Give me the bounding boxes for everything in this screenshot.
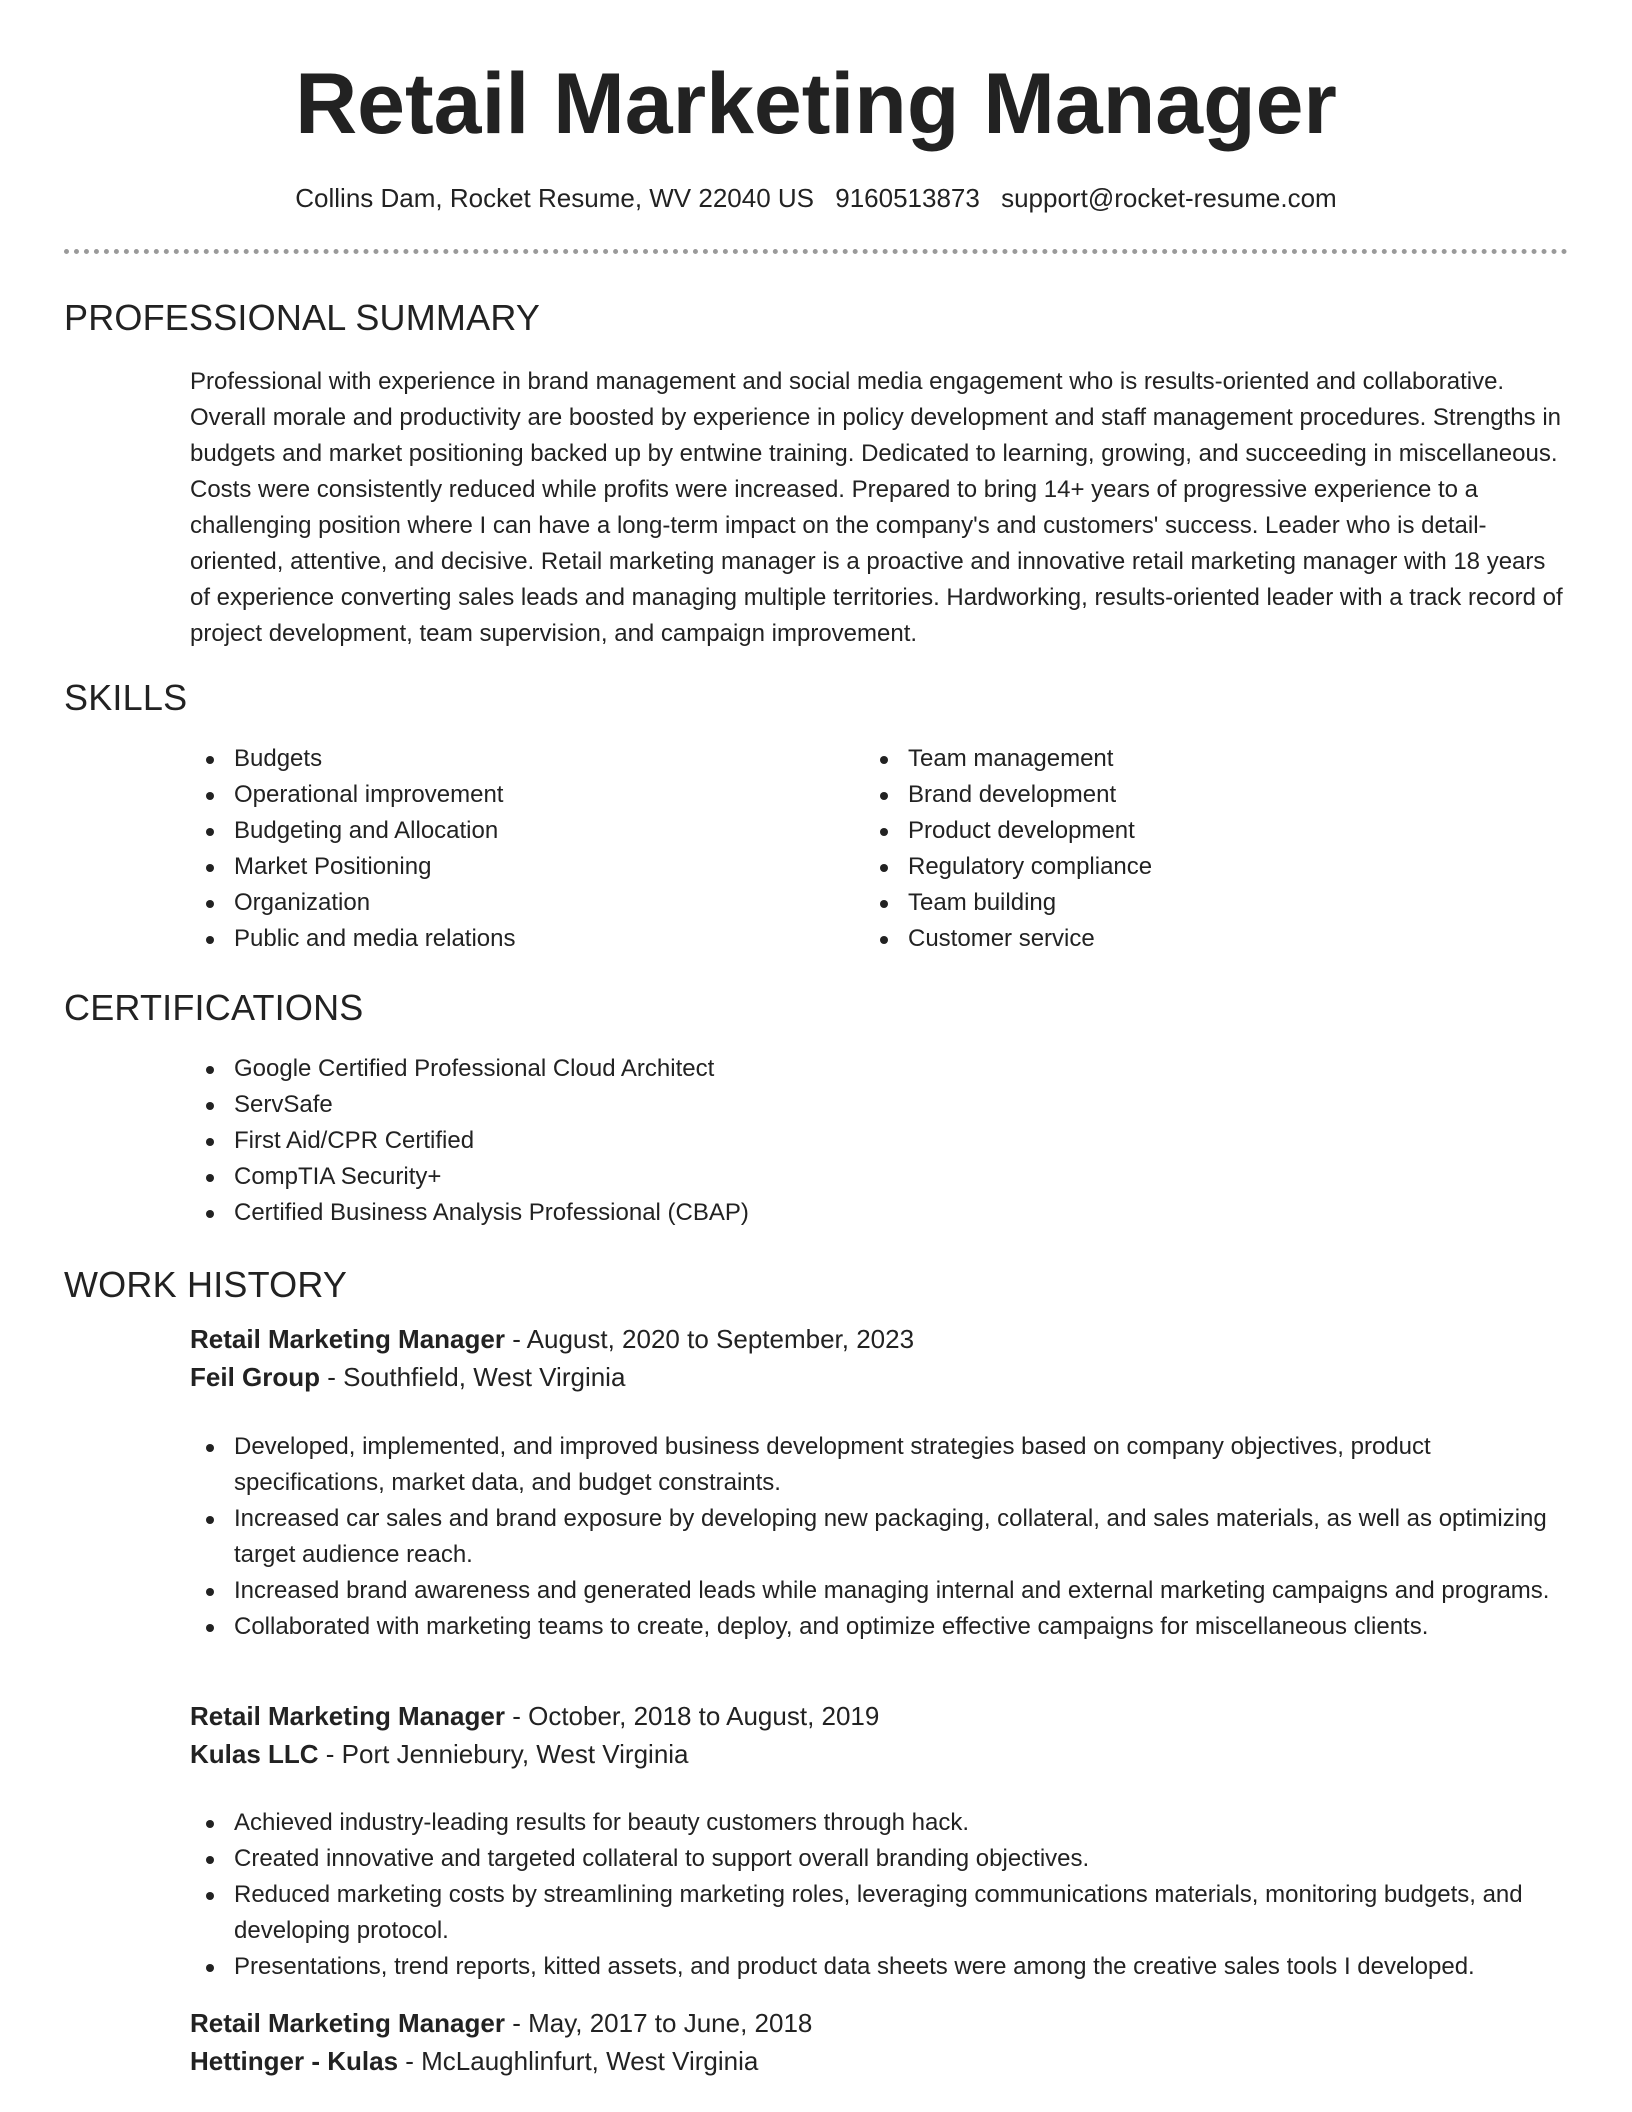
job-company-line — [190, 1358, 1570, 1396]
job-dates: - May, 2017 to June, 2018 — [504, 2008, 813, 2038]
certifications-list — [190, 1051, 1570, 1231]
job-bullet: Collaborated with marketing teams to create, deploy, and optimize effective campaigns for miscellaneous clients. — [190, 1609, 1570, 1645]
skill-item: Team management — [864, 741, 1504, 777]
job-location: - McLaughlinfurt, West Virginia — [398, 2046, 759, 2076]
job-company: Hettinger - Kulas — [190, 2046, 399, 2076]
job-company: Feil Group — [190, 1362, 320, 1392]
skill-item: Budgets — [190, 741, 830, 777]
skill-item: Customer service — [864, 921, 1504, 957]
skills-list-left — [190, 741, 830, 957]
skill-item: Regulatory compliance — [864, 849, 1504, 885]
skill-item: Product development — [864, 813, 1504, 849]
skill-item: Brand development — [864, 777, 1504, 813]
resume-title: Retail Marketing Manager — [295, 56, 1337, 152]
job-title-line — [190, 1320, 1570, 1358]
certifications-heading: CERTIFICATIONS — [64, 987, 364, 1028]
job-bullet: Increased car sales and brand exposure by developing new packaging, collateral, and sales materials, as well as optimizing target audience reach. — [190, 1501, 1570, 1573]
job-bullets — [190, 1429, 1570, 1645]
certification-item: ServSafe — [190, 1087, 1570, 1123]
job-location: - Southfield, West Virginia — [320, 1362, 626, 1392]
skill-item: Team building — [864, 885, 1504, 921]
skills-list-right — [864, 741, 1504, 957]
contact-address: Collins Dam, Rocket Resume, WV 22040 US — [295, 183, 815, 213]
summary-text: Professional with experience in brand management and social media engagement who is results-oriented and collaborative. Overall morale and productivity are boosted by experience in policy development and staff management procedures. Strengths in budgets and market positioning backed up by entwine training. Dedicated to learning, growing, and succeeding in miscellaneous. Costs were consistently reduced while profits were increased. Prepared to bring 14+ years of progressive experience to a challenging position where I can have a long-term impact on the company's and customers' success. Leader who is detail-oriented, attentive, and decisive. Retail marketing manager is a proactive and innovative retail marketing manager with 18 years of experience converting sales leads and managing multiple territories. Hardworking, results-oriented leader with a track record of project development, team supervision, and campaign improvement. — [190, 368, 1563, 647]
job-bullet: Achieved industry-leading results for beauty customers through hack. — [190, 1805, 1570, 1841]
summary-heading: PROFESSIONAL SUMMARY — [64, 297, 541, 338]
certification-item: Google Certified Professional Cloud Architect — [190, 1051, 1570, 1087]
certification-item: Certified Business Analysis Professional (CBAP) — [190, 1195, 1570, 1231]
skill-item: Operational improvement — [190, 777, 830, 813]
header-divider — [64, 249, 1568, 254]
skill-item: Budgeting and Allocation — [190, 813, 830, 849]
job-bullet: Created innovative and targeted collateral to support overall branding objectives. — [190, 1841, 1570, 1877]
job-company: Kulas LLC — [190, 1739, 319, 1769]
contact-line — [64, 180, 1568, 216]
job-location: - Port Jenniebury, West Virginia — [318, 1739, 689, 1769]
job-title: Retail Marketing Manager — [190, 2008, 505, 2038]
skill-item: Market Positioning — [190, 849, 830, 885]
skill-item: Public and media relations — [190, 921, 830, 957]
job-bullet: Developed, implemented, and improved business development strategies based on company objectives, product specifications, market data, and budget constraints. — [190, 1429, 1570, 1501]
job-title: Retail Marketing Manager — [190, 1701, 505, 1731]
certification-item: CompTIA Security+ — [190, 1159, 1570, 1195]
job-title: Retail Marketing Manager — [190, 1324, 505, 1354]
job-bullet: Presentations, trend reports, kitted assets, and product data sheets were among the creative sales tools I developed. — [190, 1949, 1570, 1985]
job-title-line — [190, 2004, 1570, 2042]
contact-phone: 9160513873 — [835, 183, 980, 213]
job-bullet: Increased brand awareness and generated leads while managing internal and external marketing campaigns and programs. — [190, 1573, 1570, 1609]
job-dates: - August, 2020 to September, 2023 — [504, 1324, 915, 1354]
job-bullets — [190, 1805, 1570, 1985]
job-bullet: Reduced marketing costs by streamlining marketing roles, leveraging communications materials, monitoring budgets, and developing protocol. — [190, 1877, 1570, 1949]
job-company-line — [190, 2042, 1570, 2080]
skills-heading: SKILLS — [64, 677, 188, 718]
job-dates: - October, 2018 to August, 2019 — [504, 1701, 880, 1731]
contact-email: support@rocket-resume.com — [1001, 183, 1337, 213]
job-title-line — [190, 1697, 1570, 1735]
job-company-line — [190, 1735, 1570, 1773]
skill-item: Organization — [190, 885, 830, 921]
work-history-heading: WORK HISTORY — [64, 1264, 348, 1305]
certification-item: First Aid/CPR Certified — [190, 1123, 1570, 1159]
